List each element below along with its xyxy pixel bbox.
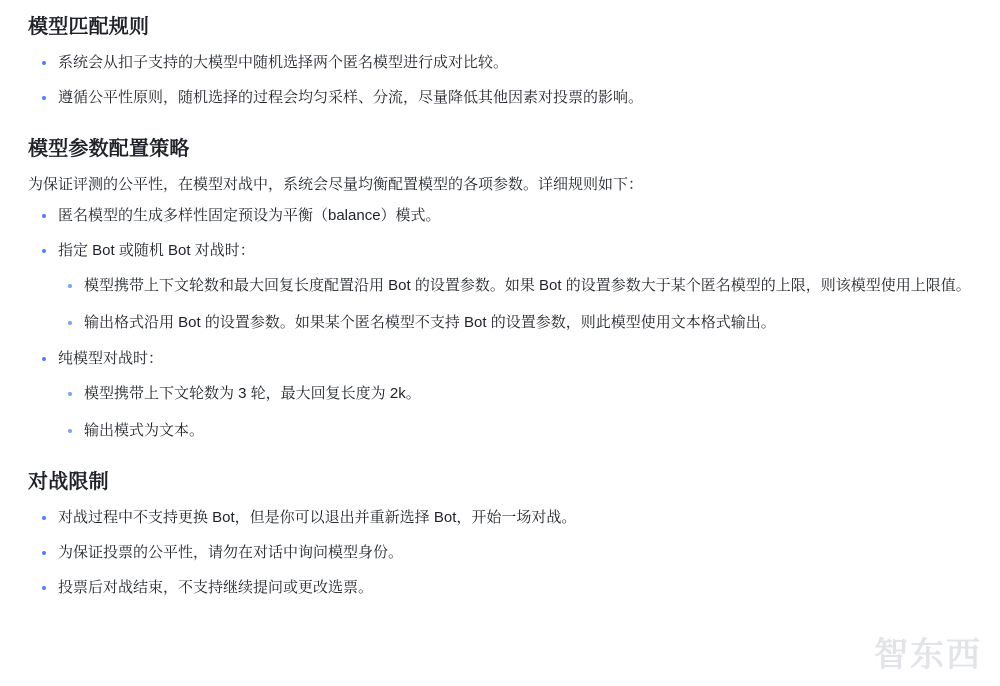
section-model-matching-rules: [28, 10, 972, 110]
list-item-text: 投票后对战结束，不支持继续提问或更改选票。: [58, 579, 374, 597]
sub-list-item-text: 输出格式沿用 Bot 的设置参数。如果某个匿名模型不支持 Bot 的设置参数，则此模型使用文本格式输出。: [84, 314, 776, 331]
list-item: [28, 239, 972, 336]
sub-list-item: [58, 382, 972, 407]
list-item-text: 纯模型对战时：: [58, 349, 164, 367]
list-item-text: 遵循公平性原则，随机选择的过程会均匀采样、分流，尽量降低其他因素对投票的影响。: [58, 89, 644, 106]
list-item-text: 系统会从扣子支持的大模型中随机选择两个匿名模型进行成对比较。: [58, 54, 509, 71]
list-item: [28, 541, 972, 565]
sub-list-item-text: 模型携带上下文轮数和最大回复长度配置沿用 Bot 的设置参数。如果 Bot 的设置参数大于某个匿名模型的上限，则该模型使用上限值。: [84, 277, 971, 295]
list-item-text: 指定 Bot 或随机 Bot 对战时：: [58, 242, 255, 260]
section-paragraph: 为保证评测的公平性，在模型对战中，系统会尽量均衡配置模型的各项参数。详细规则如下：: [28, 176, 644, 193]
section-title: 对战限制: [28, 471, 109, 494]
list-item-text: 为保证投票的公平性，请勿在对话中询问模型身份。: [58, 544, 404, 562]
section-title: 模型参数配置策略: [28, 138, 190, 160]
bullet-list: [28, 51, 972, 110]
sub-bullet-list: [58, 382, 972, 444]
list-item: [28, 576, 972, 600]
list-item: [28, 204, 972, 228]
sub-list-item-text: 输出模式为文本。: [84, 421, 205, 439]
sub-list-item: [58, 419, 972, 444]
list-item: [28, 86, 972, 110]
list-item: [28, 347, 972, 444]
section-title: 模型匹配规则: [28, 16, 150, 38]
section-model-parameter-strategy: [28, 132, 972, 443]
sub-list-item: [58, 274, 972, 299]
list-item-text: 匿名模型的生成多样性固定预设为平衡（balance）模式。: [58, 207, 441, 225]
list-item: [28, 506, 972, 530]
section-spacer: [28, 110, 972, 132]
list-item: [28, 51, 972, 75]
section-spacer: [28, 443, 972, 465]
sub-list-item-text: 模型携带上下文轮数为 3 轮，最大回复长度为 2k。: [84, 384, 421, 402]
sub-bullet-list: [58, 274, 972, 336]
sub-list-item: [58, 311, 972, 336]
watermark: 智东西: [874, 635, 982, 675]
section-battle-limits: [28, 465, 972, 600]
bullet-list: [28, 506, 972, 600]
list-item-text: 对战过程中不支持更换 Bot，但是你可以退出并重新选择 Bot，开始一场对战。: [58, 509, 577, 527]
bullet-list: [28, 204, 972, 443]
